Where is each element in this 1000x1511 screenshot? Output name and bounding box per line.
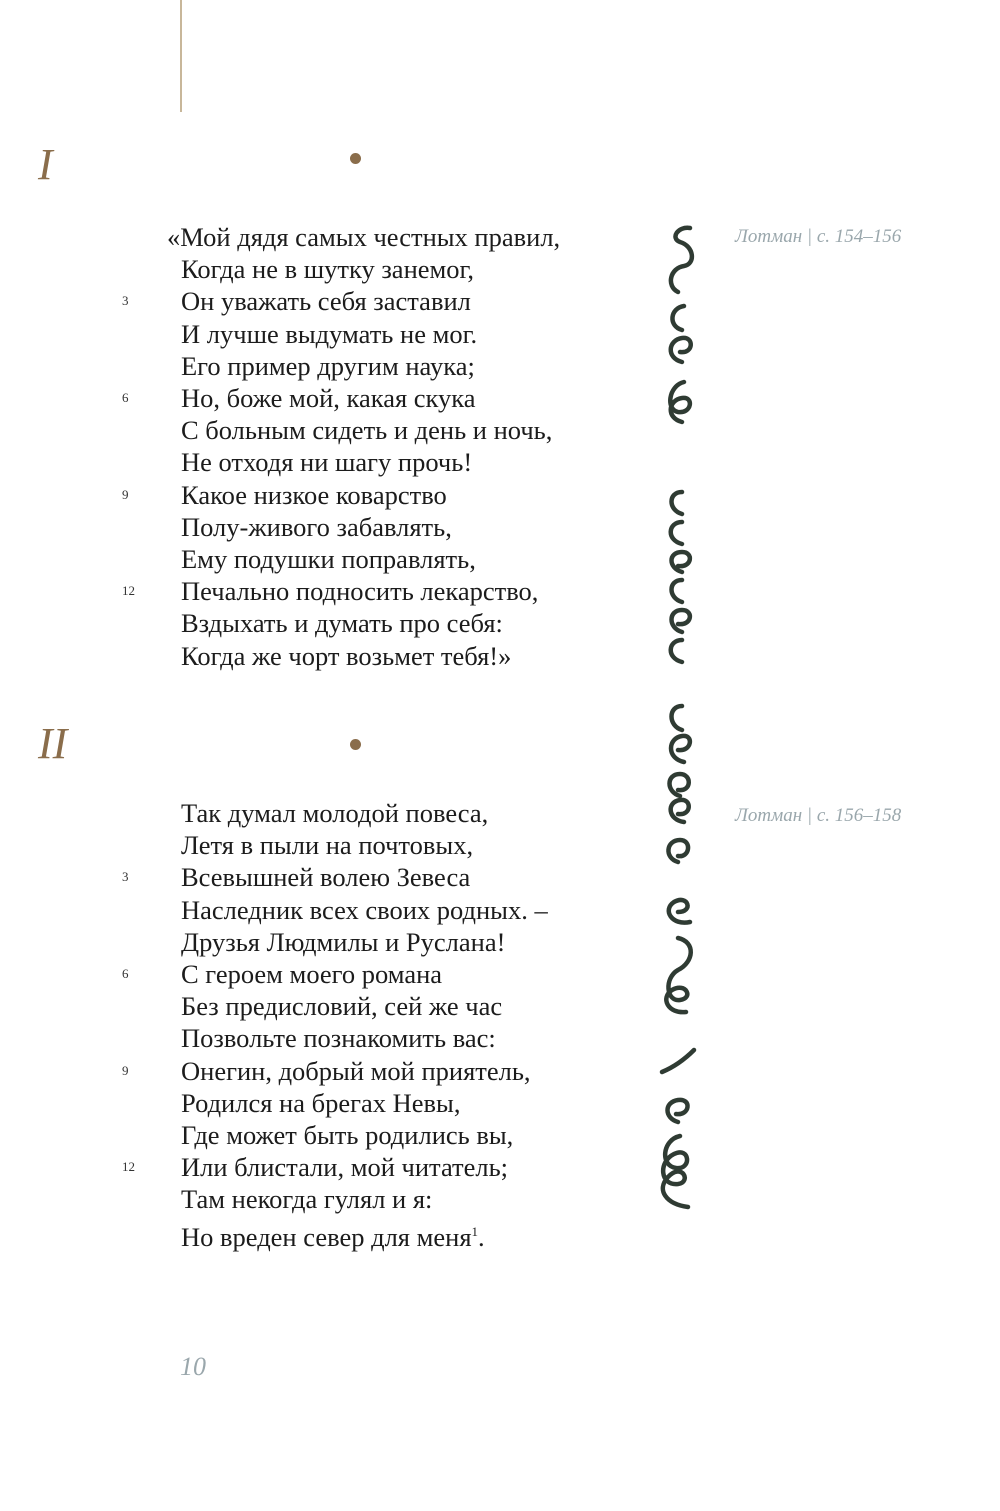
verse-line: Когда не в шутку занемог, (181, 254, 475, 285)
verse-line: И лучше выдумать не мог. (181, 318, 478, 349)
line-number: 3 (122, 293, 129, 309)
verse-line: Без предисловий, сей же час (181, 991, 503, 1022)
verse-line: Его пример другим наука; (181, 350, 475, 381)
verse-line: Полу-живого забавлять, (181, 511, 452, 542)
verse-line: С больным сидеть и день и ночь, (181, 415, 553, 446)
verse-line: Ему подушки поправлять, (181, 544, 476, 575)
verse-line: Так думал молодой повеса, (181, 798, 489, 828)
stanza-numeral-2: II (38, 719, 68, 768)
verse-line: 6 Но, боже мой, какая скука (122, 383, 476, 414)
top-vertical-rule (180, 0, 182, 112)
footnote-marker[interactable]: 1 (471, 1223, 479, 1239)
reference-note-1: Лотман | с. 154–156 (735, 226, 902, 247)
line-number: 9 (122, 486, 129, 502)
line-number: 12 (122, 1159, 135, 1175)
verse-line: Когда же чорт возьмет тебя!» (181, 640, 512, 671)
stanza-dot-2 (350, 739, 361, 750)
stanza-numeral-1: I (38, 140, 53, 189)
verse-line: 3 Всевышней волею Зевеса (122, 862, 471, 893)
verse-line: Вздыхать и думать про себя: (181, 608, 503, 639)
stanza-2 (122, 797, 630, 1253)
verse-line: Наследник всех своих родных. – (181, 894, 548, 925)
line-number: 9 (122, 1062, 129, 1078)
verse-line: 9 Какое низкое коварство (122, 479, 447, 510)
line-number: 12 (122, 583, 135, 599)
verse-line: Летя в пыли на почтовых, (181, 830, 474, 861)
verse-line: 3 Он уважать себя заставил (122, 286, 471, 317)
verse-line: Друзья Людмилы и Руслана! (181, 926, 506, 957)
verse-line: «Мой дядя самых честных правил, (167, 222, 561, 252)
stanza-dot-1 (350, 153, 361, 164)
verse-line: Позвольте познакомить вас: (181, 1023, 496, 1054)
verse-line: Там некогда гулял и я: (181, 1184, 433, 1215)
verse-line: 9 Онегин, добрый мой приятель, (122, 1055, 531, 1086)
line-number: 6 (122, 390, 129, 406)
reference-note-2: Лотман | с. 156–158 (735, 805, 902, 826)
verse-line: Родился на брегах Невы, (181, 1087, 461, 1118)
verse-line: 12 Или блистали, мой читатель; (122, 1152, 509, 1183)
stanza-1 (122, 221, 630, 672)
verse-line: Не отходя ни шагу прочь! (181, 447, 473, 478)
line-number: 6 (122, 966, 129, 982)
verse-line: 12 Печально подносить лекарство, (122, 576, 539, 607)
verse-line: Но вреден север для меня$^1$. (181, 1221, 485, 1252)
line-number: 3 (122, 869, 129, 885)
handwritten-manuscript-line (648, 222, 704, 1212)
page-number: 10 (180, 1352, 206, 1381)
verse-line: Где может быть родились вы, (181, 1120, 514, 1151)
verse-line: 6 С героем моего романа (122, 959, 443, 990)
